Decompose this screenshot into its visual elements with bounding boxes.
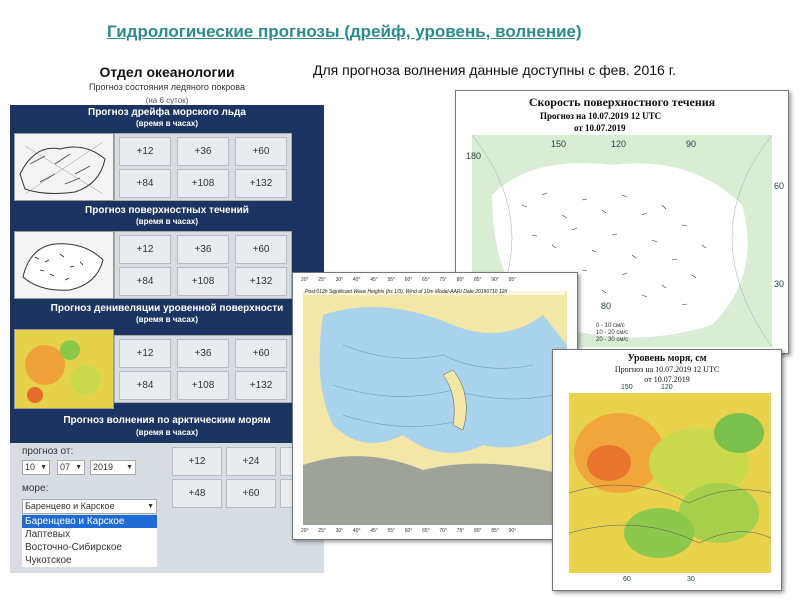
forecast-from-label: прогноз от: xyxy=(22,446,74,457)
lon-tick: 75° xyxy=(456,528,465,534)
currents-map-lon-label: 180 xyxy=(466,151,482,161)
lon-tick: 40° xyxy=(352,528,361,534)
department-title: Отдел океанологии xyxy=(99,64,235,80)
lon-tick: 60° xyxy=(404,277,413,283)
currents-map-lat-label: 80 xyxy=(601,301,612,311)
currents-map-lon-label: 30 xyxy=(774,279,785,289)
day-value: 10 xyxy=(25,462,36,472)
waves-section-header xyxy=(10,413,324,443)
waves-button[interactable]: +48 xyxy=(172,479,222,508)
level-buttons xyxy=(114,335,292,403)
sea-level-map-title: Уровень моря, см xyxy=(627,353,707,364)
lon-tick: 70° xyxy=(439,528,447,534)
lon-tick: 55° xyxy=(387,528,396,534)
level-hours-label: (время в часах) xyxy=(136,315,198,324)
month-value: 07 xyxy=(60,462,71,472)
wave-height-map-image xyxy=(303,285,567,525)
sea-level-map-card xyxy=(552,349,782,591)
currents-button[interactable]: +36 xyxy=(177,235,229,264)
currents-map-forecast: Прогноз на 10.07.2019 12 UTC xyxy=(540,111,662,121)
wave-map-title: Post:012h Significant Wave Heights (hs 1/3), Wind of 10m Model-AARI Date:20190710 12h xyxy=(305,289,565,295)
waves-button[interactable]: +60 xyxy=(226,479,276,508)
drift-hours-label: (время в часах) xyxy=(136,119,198,128)
currents-title: Прогноз поверхностных течений xyxy=(85,205,249,216)
sea-option[interactable]: Чукотское xyxy=(22,554,157,567)
lon-tick: 20° xyxy=(301,528,309,534)
sea-label: море: xyxy=(22,483,49,494)
sea-level-lon-label: 60 xyxy=(623,576,631,583)
sea-level-lon-label: 120 xyxy=(661,384,673,391)
wave-map-lon-ticks-bottom xyxy=(301,528,571,534)
sea-select[interactable] xyxy=(22,499,157,514)
waves-title: Прогноз волнения по арктическим морям xyxy=(63,415,271,426)
currents-button[interactable]: +84 xyxy=(119,267,171,296)
drift-section xyxy=(10,105,324,203)
lon-tick: 25° xyxy=(318,277,326,283)
level-button[interactable]: +132 xyxy=(235,371,287,400)
lon-tick: 30° xyxy=(335,277,344,283)
drift-button[interactable]: +84 xyxy=(119,169,171,198)
chevron-down-icon: ▼ xyxy=(126,464,133,471)
drift-button[interactable]: +60 xyxy=(235,137,287,166)
level-button[interactable]: +84 xyxy=(119,371,171,400)
waves-hours-label: (время в часах) xyxy=(136,428,198,437)
currents-map-lon-label: 120 xyxy=(611,139,627,149)
wave-height-map-card xyxy=(292,272,578,540)
drift-button[interactable]: +12 xyxy=(119,137,171,166)
sea-option[interactable]: Лаптевых xyxy=(22,528,157,541)
lon-tick: 30° xyxy=(335,528,344,534)
lon-tick: 85° xyxy=(491,528,499,534)
currents-button[interactable]: +12 xyxy=(119,235,171,264)
sea-level-map-date: от 10.07.2019 xyxy=(644,375,690,384)
ice-state-heading: Прогноз состояния ледяного покрова xyxy=(89,82,245,92)
drift-button[interactable]: +108 xyxy=(177,169,229,198)
level-title: Прогноз денивеляции уровенной поверхности xyxy=(50,303,284,314)
lon-tick: 80° xyxy=(473,528,482,534)
currents-section xyxy=(10,203,324,301)
waves-section xyxy=(10,443,324,573)
year-select[interactable] xyxy=(90,460,136,475)
slide-title: Гидрологические прогнозы (дрейф, уровень, волнение) xyxy=(107,22,582,41)
lon-tick: 60° xyxy=(404,528,413,534)
currents-map-lon-label: 90 xyxy=(686,139,697,149)
sea-selected-value: Баренцево и Карское xyxy=(25,501,115,511)
drift-button[interactable]: +132 xyxy=(235,169,287,198)
lon-tick: 55° xyxy=(387,277,396,283)
lon-tick: 45° xyxy=(370,528,378,534)
lon-tick: 25° xyxy=(318,528,326,534)
currents-hours-label: (время в часах) xyxy=(136,217,198,226)
level-button[interactable]: +108 xyxy=(177,371,229,400)
drift-map-thumbnail[interactable] xyxy=(14,133,114,201)
lon-tick: 45° xyxy=(370,277,378,283)
sea-option[interactable]: Восточно-Сибирское xyxy=(22,541,157,554)
currents-map-date: от 10.07.2019 xyxy=(574,123,626,133)
sea-level-lon-label: 150 xyxy=(621,384,633,391)
lon-tick: 40° xyxy=(352,277,361,283)
currents-map-title: Скорость поверхностного течения xyxy=(528,95,716,109)
level-button[interactable]: +12 xyxy=(119,339,171,368)
lon-tick: 20° xyxy=(301,277,309,283)
availability-note: Для прогноза волнения данные доступны с фев. 2016 г. xyxy=(313,62,676,78)
currents-button[interactable]: +60 xyxy=(235,235,287,264)
wave-map-lon-ticks-top xyxy=(301,277,571,283)
level-map-thumbnail[interactable] xyxy=(14,329,114,409)
lon-tick: 75° xyxy=(439,277,447,283)
currents-button[interactable]: +132 xyxy=(235,267,287,296)
drift-title: Прогноз дрейфа морского льда xyxy=(88,107,246,118)
chevron-down-icon: ▼ xyxy=(147,503,154,510)
sea-level-lon-label: 30 xyxy=(687,576,695,583)
sea-level-map-image xyxy=(569,393,771,573)
month-select[interactable] xyxy=(57,460,85,475)
lon-tick: 80° xyxy=(456,277,465,283)
currents-legend-item: 20 - 30 см/с xyxy=(596,337,629,343)
currents-button[interactable]: +108 xyxy=(177,267,229,296)
waves-button[interactable]: +24 xyxy=(226,447,276,476)
chevron-down-icon: ▼ xyxy=(75,464,82,471)
currents-map-lon-label: 150 xyxy=(551,139,567,149)
ice-days-note: (на 6 суток) xyxy=(145,96,189,105)
currents-map-lon-label: 60 xyxy=(774,181,785,191)
level-button[interactable]: +36 xyxy=(177,339,229,368)
lon-tick: 85° xyxy=(473,277,482,283)
level-button[interactable]: +60 xyxy=(235,339,287,368)
lon-tick: 90° xyxy=(508,528,517,534)
currents-buttons xyxy=(114,231,292,299)
drift-buttons xyxy=(114,133,292,201)
lon-tick: 65° xyxy=(422,528,430,534)
level-section xyxy=(10,301,324,413)
currents-legend-item: 0 - 10 см/с xyxy=(596,323,625,329)
year-value: 2019 xyxy=(93,462,114,472)
sea-option[interactable]: Баренцево и Карское xyxy=(22,515,157,528)
lon-tick: 90° xyxy=(491,277,499,283)
waves-button[interactable]: +12 xyxy=(172,447,222,476)
currents-map-thumbnail[interactable] xyxy=(14,231,114,299)
day-select[interactable] xyxy=(22,460,50,475)
oceanology-panel xyxy=(10,58,324,578)
currents-legend-item: 10 - 20 см/с xyxy=(596,330,629,336)
chevron-down-icon: ▼ xyxy=(40,464,47,471)
drift-button[interactable]: +36 xyxy=(177,137,229,166)
lon-tick: 95° xyxy=(508,277,517,283)
lon-tick: 65° xyxy=(422,277,430,283)
sea-level-map-forecast: Прогноз на 10.07.2019 12 UTC xyxy=(614,365,720,374)
